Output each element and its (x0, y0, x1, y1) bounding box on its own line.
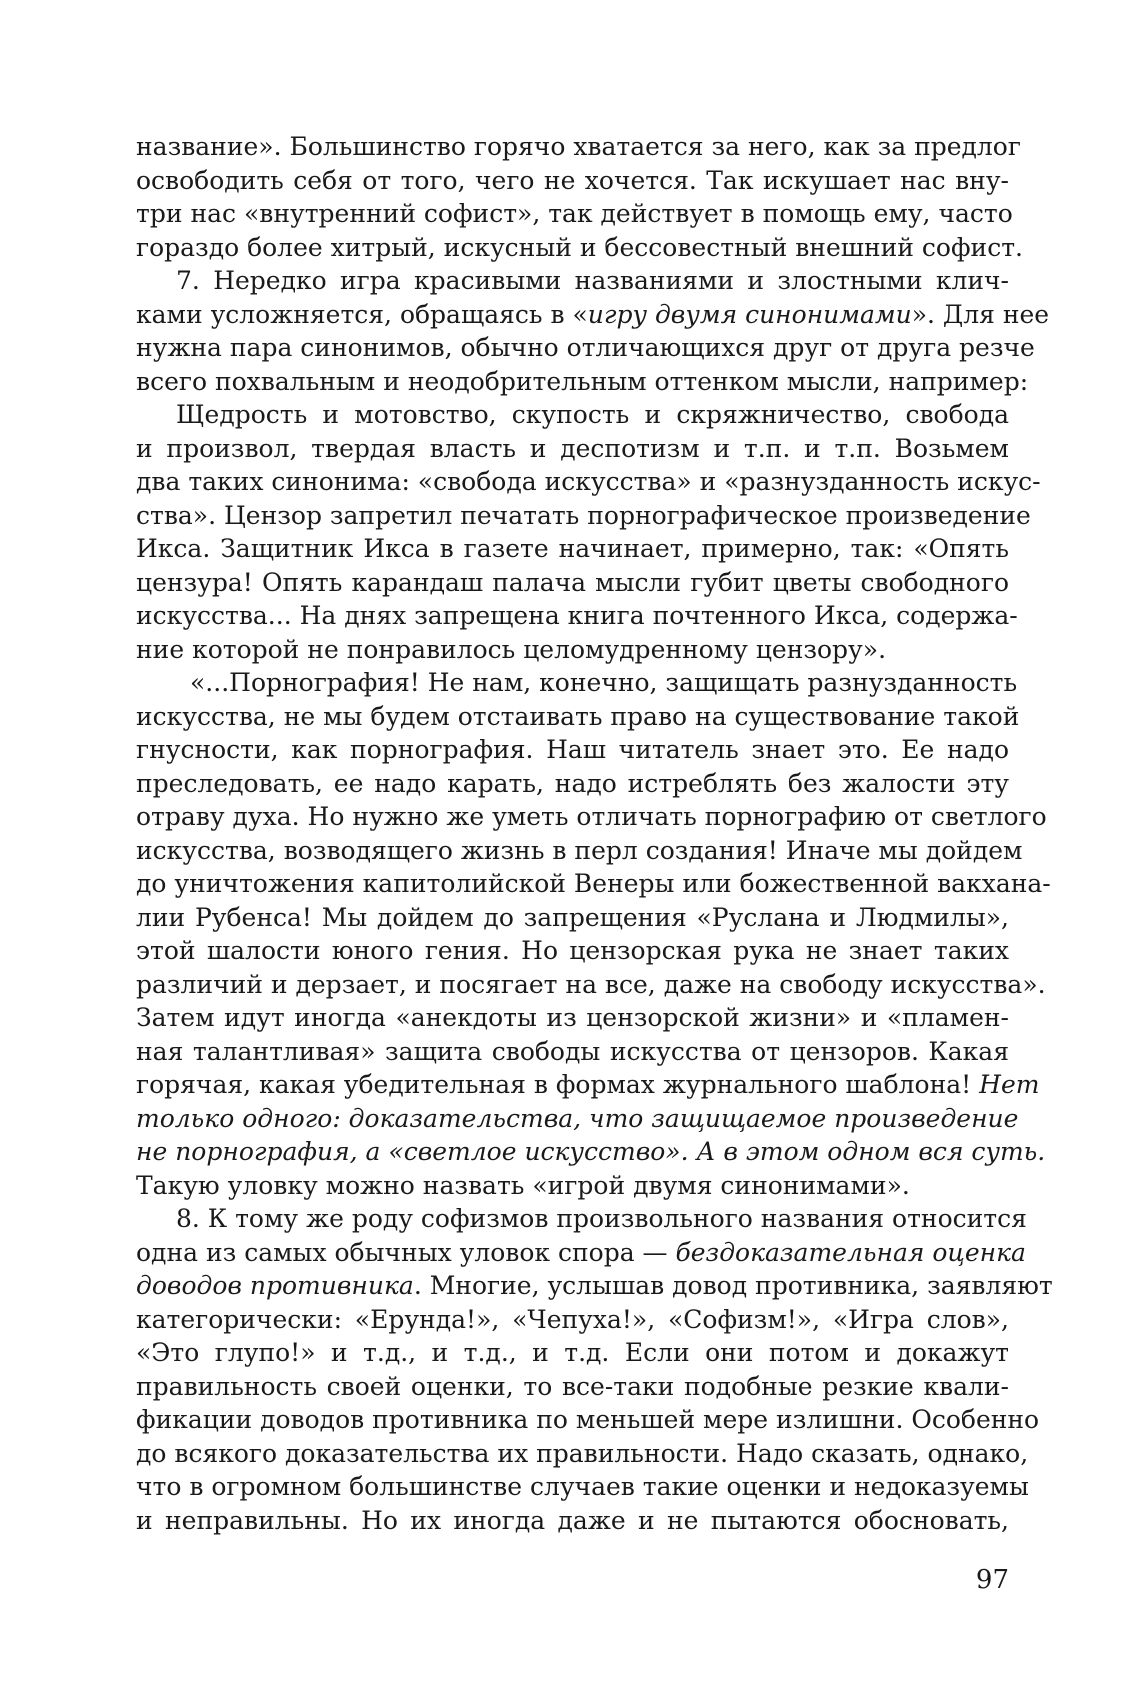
text-line (136, 1169, 1009, 1203)
text-line (136, 968, 1046, 1002)
text-segment: искусства, возводящего жизнь в перл создания! Иначе мы дойдем (136, 835, 1023, 865)
text-segment: название». Большинство горячо хватается за него, как за предлог (136, 132, 1021, 161)
text-line (136, 800, 1047, 834)
text-line (136, 298, 1050, 332)
text-line (136, 499, 1031, 533)
text-line (136, 1303, 1009, 1337)
text-segment: . Многие, услышав довод противника, заявляют (413, 1271, 1053, 1300)
text-line (136, 465, 1041, 499)
text-segment: гораздо более хитрый, искусный и бессовестный внешний софист. (136, 232, 1023, 262)
text-segment: и неправильны. Но их иногда даже и не пытаются обосновать, (136, 1505, 1009, 1535)
text-segment: нужна пара синонимов, обычно отличающихся друг от друга резче (136, 333, 1035, 362)
text-segment: цензура! Опять карандаш палача мысли губит цветы свободного (136, 567, 1009, 597)
text-line (136, 834, 1023, 868)
page-number: 97 (975, 1565, 1009, 1595)
text-segment: ная талантливая» защита свободы искусства от цензоров. Какая (136, 1036, 1009, 1066)
text-segment: Икса. Защитник Икса в газете начинает, примерно, так: «Опять (136, 534, 1009, 563)
text-line (136, 599, 1018, 633)
text-line (136, 164, 1009, 198)
text-segment: горячая, какая убедительная в формах журнального шаблона! (136, 1070, 980, 1099)
text-line (136, 1135, 1046, 1169)
text-line (136, 197, 1013, 231)
text-line (136, 901, 1009, 935)
text-line (136, 398, 1009, 432)
text-line (136, 331, 1035, 365)
text-line (136, 264, 1009, 298)
text-segment: ние которой не понравилось целомудренному цензору». (136, 634, 887, 664)
text-line (136, 1269, 1053, 1303)
text-segment: всего похвальным и неодобрительным оттенком мысли, например: (136, 366, 1029, 396)
text-line (136, 532, 1009, 566)
text-segment: гнусности, как порнография. Наш читатель знает это. Ее надо (136, 735, 1009, 764)
text-segment: различий и дерзает, и посягает на все, даже на свободу искусства». (136, 969, 1046, 999)
text-line (136, 700, 1020, 734)
text-segment: два таких синонима: «свобода искусства» и «разнузданность искус- (136, 467, 1041, 496)
text-segment: искусства... На днях запрещена книга почтенного Икса, содержа- (136, 601, 1018, 630)
text-segment: категорически: «Ерунда!», «Чепуха!», «Софизм!», «Игра слов», (136, 1304, 1009, 1334)
text-segment: одна из самых обычных уловок спора — (136, 1237, 676, 1267)
text-segment: Щедрость и мотовство, скупость и скряжничество, свобода (176, 400, 1009, 429)
italic-text-segment: игру двумя синонимами (587, 299, 912, 329)
text-line (136, 1370, 1009, 1404)
text-line (136, 1437, 1029, 1471)
text-segment: до уничтожения капитолийской Венеры или божественной вакхана- (136, 869, 1051, 898)
text-line (136, 934, 1009, 968)
text-line (136, 130, 1021, 164)
text-line (136, 666, 1018, 700)
text-segment: три нас «внутренний софист», так действует в помощь ему, часто (136, 199, 1013, 228)
text-segment: Затем идут иногда «анекдоты из цензорской жизни» и «пламен- (136, 1003, 1009, 1032)
text-segment: правильность своей оценки, то все-таки подобные резкие квали- (136, 1371, 1009, 1401)
text-line (136, 1504, 1009, 1538)
text-line (136, 1202, 1027, 1236)
text-segment: и произвол, твердая власть и деспотизм и т.п. и т.п. Возьмем (136, 433, 1009, 463)
text-segment: Такую уловку можно назвать «игрой двумя синонимами». (136, 1170, 910, 1200)
text-line (136, 733, 1009, 767)
italic-text-segment: бездоказательная оценка (675, 1237, 1026, 1267)
text-line (136, 767, 1009, 801)
text-line (136, 365, 1029, 399)
text-segment: «Это глупо!» и т.д., и т.д., и т.д. Если они потом и докажут (136, 1338, 1009, 1367)
text-line (136, 1236, 1026, 1270)
body-text (136, 130, 1053, 1537)
text-line (136, 432, 1009, 466)
text-line (136, 1403, 1040, 1437)
text-segment: ства». Цензор запретил печатать порнографическое произведение (136, 500, 1031, 530)
text-line (136, 867, 1051, 901)
italic-text-segment: не порнография, а «светлое искусство». А в этом одном вся суть. (136, 1137, 1046, 1166)
text-segment: «...Порнография! Не нам, конечно, защищать разнузданность (190, 668, 1018, 697)
italic-text-segment: только одного: доказательства, что защищаемое произведение (136, 1103, 1019, 1133)
text-segment: искусства, не мы будем отстаивать право на существование такой (136, 701, 1020, 731)
text-segment: ». Для нее (911, 299, 1050, 329)
text-line (136, 566, 1009, 600)
text-segment: 7. Нередко игра красивыми названиями и злостными клич- (176, 266, 1009, 295)
text-segment: фикации доводов противника по меньшей мере излишни. Особенно (136, 1405, 1040, 1434)
text-segment: до всякого доказательства их правильности. Надо сказать, однако, (136, 1438, 1029, 1468)
text-line (136, 231, 1023, 265)
text-segment: лии Рубенса! Мы дойдем до запрещения «Руслана и Людмилы», (136, 902, 1009, 932)
text-line (136, 1001, 1009, 1035)
text-segment: преследовать, ее надо карать, надо истреблять без жалости эту (136, 768, 1009, 798)
text-segment: 8. К тому же роду софизмов произвольного названия относится (176, 1204, 1027, 1233)
text-segment: освободить себя от того, чего не хочется. Так искушает нас вну- (136, 165, 1009, 195)
text-segment: отраву духа. Но нужно же уметь отличать порнографию от светлого (136, 802, 1047, 831)
text-line (136, 1102, 1019, 1136)
italic-text-segment: Нет (979, 1070, 1040, 1099)
text-segment: этой шалости юного гения. Но цензорская рука не знает таких (136, 936, 1009, 965)
text-line (136, 633, 1009, 667)
text-line (136, 1336, 1009, 1370)
text-line (136, 1035, 1009, 1069)
text-segment: ками усложняется, обращаясь в « (136, 299, 588, 329)
text-line (136, 1068, 1040, 1102)
italic-text-segment: доводов противника (136, 1271, 414, 1300)
text-segment: что в огромном большинстве случаев такие оценки и недоказуемы (136, 1472, 1029, 1501)
text-line (136, 1470, 1029, 1504)
